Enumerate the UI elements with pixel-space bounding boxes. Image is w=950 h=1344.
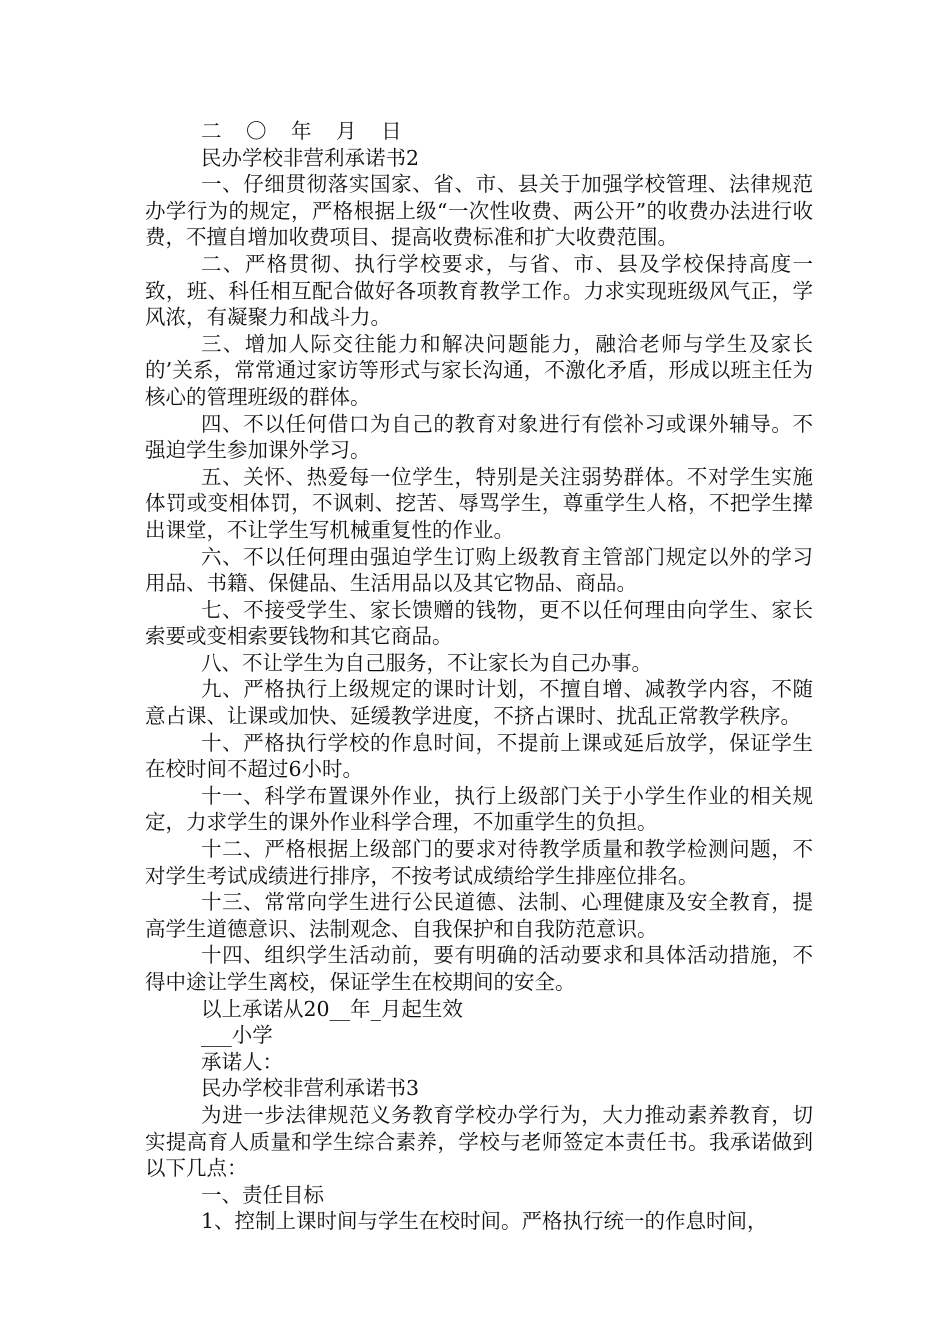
paragraph: 四、不以任何借口为自己的教育对象进行有偿补习或课外辅导。不强迫学生参加课外学习。 bbox=[145, 411, 813, 463]
paragraph: 十二、严格根据上级部门的要求对待教学质量和教学检测问题，不对学生考试成绩进行排序，不按考试成绩给学生排座位排名。 bbox=[145, 837, 813, 888]
paragraph: 七、不接受学生、家长馈赠的钱物，更不以任何理由向学生、家长索要或变相索要钱物和其它商品。 bbox=[145, 597, 813, 649]
paragraph: 六、不以任何理由强迫学生订购上级教育主管部门规定以外的学习用品、书籍、保健品、生活用品以及其它物品、商品。 bbox=[145, 544, 813, 596]
subheading: 一、责任目标 bbox=[201, 1182, 324, 1207]
paragraph: 一、仔细贯彻落实国家、省、市、县关于加强学校管理、法律规范办学行为的规定，严格根据上级“一次性收费、两公开”的收费办法进行收费，不擅自增加收费项目、提高收费标准和扩大收费范围。 bbox=[145, 172, 813, 250]
paragraph: 十一、科学布置课外作业，执行上级部门关于小学生作业的相关规定，力求学生的课外作业科学合理，不加重学生的负担。 bbox=[145, 783, 813, 835]
school-name-line: ___小学 bbox=[201, 1023, 273, 1048]
paragraph: 十三、常常向学生进行公民道德、法制、心理健康及安全教育，提高学生道德意识、法制观念、自我保护和自我防范意识。 bbox=[145, 890, 813, 941]
paragraph: 十、严格执行学校的作息时间，不提前上课或延后放学，保证学生在校时间不超过6小时。 bbox=[145, 730, 813, 782]
effective-date-line: 以上承诺从20__年_月起生效 bbox=[201, 996, 463, 1021]
paragraph: 为进一步法律规范义务教育学校办学行为，大力推动素养教育，切实提高育人质量和学生综合素养，学校与老师签定本责任书。我承诺做到以下几点： bbox=[145, 1102, 813, 1181]
paragraph: 1、控制上课时间与学生在校时间。严格执行统一的作息时间， bbox=[201, 1209, 768, 1234]
promisor-line: 承诺人： bbox=[201, 1049, 283, 1074]
section-title-3: 民办学校非营利承诺书3 bbox=[201, 1076, 420, 1101]
section-title-2: 民办学校非营利承诺书2 bbox=[201, 145, 420, 170]
paragraph: 五、关怀、热爱每一位学生，特别是关注弱势群体。不对学生实施体罚或变相体罚，不讽刺、挖苦、辱骂学生，尊重学生人格，不把学生撵出课堂，不让学生写机械重复性的作业。 bbox=[145, 464, 813, 542]
paragraph: 九、严格执行上级规定的课时计划，不擅自增、减教学内容，不随意占课、让课或加快、延缓教学进度，不挤占课时、扰乱正常教学秩序。 bbox=[145, 677, 813, 729]
paragraph: 八、不让学生为自己服务，不让家长为自己办事。 bbox=[201, 650, 652, 675]
paragraph: 十四、组织学生活动前，要有明确的活动要求和具体活动措施，不得中途让学生离校，保证学生在校期间的安全。 bbox=[145, 943, 813, 994]
paragraph: 二、严格贯彻、执行学校要求，与省、市、县及学校保持高度一致，班、科任相互配合做好各项教育教学工作。力求实现班级风气正，学风浓，有凝聚力和战斗力。 bbox=[145, 251, 813, 330]
document-page bbox=[145, 118, 813, 1235]
date-line: 二 〇 年 月 日 bbox=[201, 119, 411, 143]
paragraph: 三、增加人际交往能力和解决问题能力，融洽老师与学生及家长的’关系，常常通过家访等形式与家长沟通，不激化矛盾，形成以班主任为核心的管理班级的群体。 bbox=[145, 331, 813, 409]
